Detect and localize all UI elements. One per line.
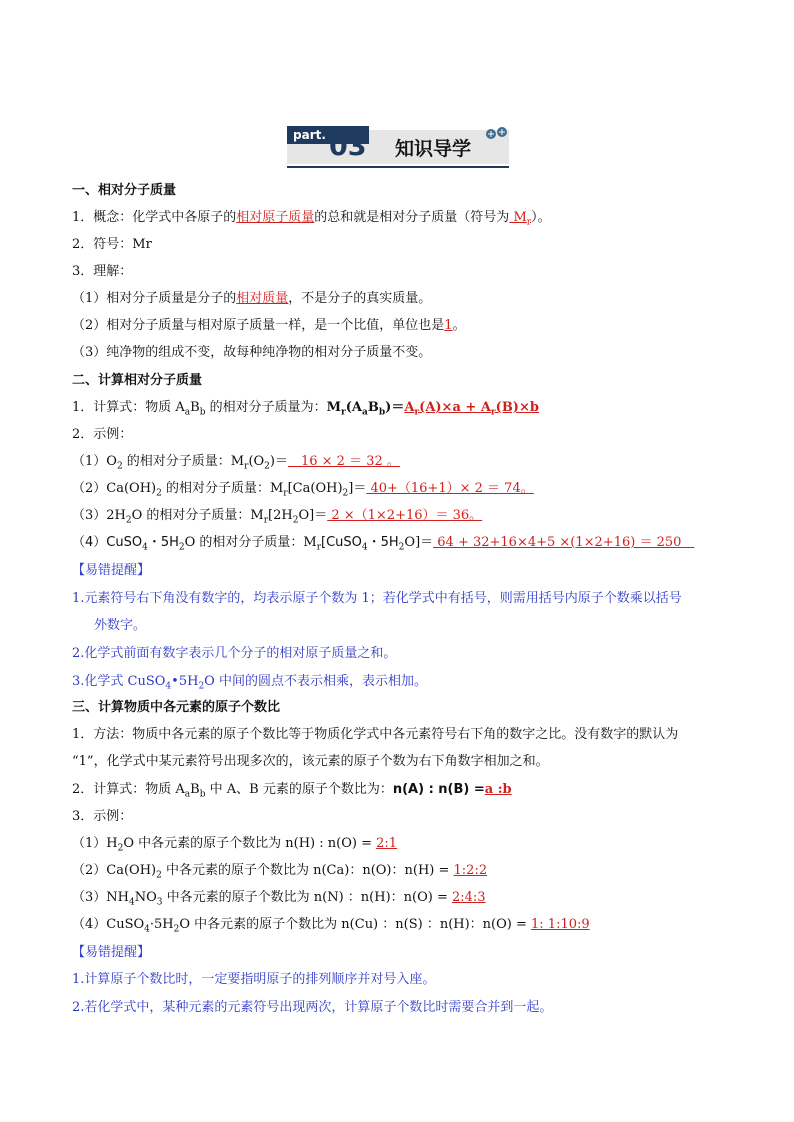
concept-line (72, 209, 551, 227)
example-1: $(1)O_2$ 的相对分子质量：$M_r(O_2)=$ 16 × 2 ＝ 32 。 (72, 454, 400, 472)
formula-line: 1．计算式：物质 $A_aB_b$ 的相对分子质量为：$M_r(A_aB_b)=A_r(A)\times a + A_r(B)\times b$ (72, 400, 539, 418)
example-2-answer: 40+（16+1）× 2 ＝ 74。 (366, 481, 534, 496)
ratio-example-3: $(3)NH_4NO_3$ 中各元素的原子个数比为 n(N) ：n(H)：n(O) = 2:4:3 (72, 890, 486, 908)
banner-underline (287, 166, 509, 168)
tip-heading-1: 【易错提醒】 (72, 563, 151, 578)
banner-title: 知识导学 (395, 138, 472, 160)
understand-item-3: （3）纯净物的组成不变，故每种纯净物的相对分子质量不变。 (72, 345, 432, 360)
concept-text-3: ）。 (531, 210, 551, 225)
tip-3: 3.化学式 $CuSO_4•5H_2O$ 中间的圆点不表示相乘，表示相加。 (72, 674, 427, 692)
ratio-formula-answer: a :b (484, 782, 512, 797)
tip-2: 2.化学式前面有数字表示几个分子的相对原子质量之和。 (72, 646, 397, 661)
tip-1: 1.元素符号右下角没有数字的，均表示原子个数为 1；若化学式中有括号，则需用括号内原子个数乘以括号 (72, 591, 682, 606)
understand-line: 3．理解： (72, 264, 133, 279)
relative-mass-answer: 相对质量 (236, 291, 289, 306)
example-4: （4）CuSO$_4$・$5H_2O$ 的相对分子质量：$M_r[CuSO_4$・$5H_2O]= 64 + 32+16\times 4+5 \times(1\times 2+16) = 250$ (72, 535, 695, 553)
ratio-tip-1: 1.计算原子个数比时，一定要指明原子的排列顺序并对号入座。 (72, 972, 436, 987)
ratio-formula-line: 2．计算式：物质 $A_aB_b$ 中 A、B 元素的原子个数比为：n(A) : n(B) =a :b (72, 782, 512, 800)
understand-item-2: （2）相对分子质量与相对原子质量一样，是一个比值，单位也是1。 (72, 318, 466, 333)
symbol-answer: $M_r$ (509, 210, 532, 228)
section-3-heading: 三、计算物质中各元素的原子个数比 (72, 700, 281, 715)
method-line-continued: “1”，化学式中某元素符号出现多次的，该元素的原子个数为右下角数字相加之和。 (72, 754, 549, 769)
concept-answer: 相对原子质量 (236, 210, 315, 225)
tip-1-continued: 外数字。 (94, 618, 147, 633)
ratio-tip-2: 2.若化学式中，某种元素的元素符号出现两次，计算原子个数比时需要合并到一起。 (72, 1000, 553, 1015)
ratio-example-label: 3．示例： (72, 809, 133, 824)
ratio-example-4: $(4)CuSO_4\cdot 5H_2O$ 中各元素的原子个数比为 n(Cu) ：n(S) ：n(H)：n(O) = 1: 1:10:9 (72, 917, 590, 935)
ratio-example-2: $(2)Ca(OH)_2$ 中各元素的原子个数比为 n(Ca)：n(O)：n(H) = 1:2:2 (72, 863, 488, 881)
example-1-answer: 16 × 2 ＝ 32 。 (287, 454, 400, 469)
tip-heading-2: 【易错提醒】 (72, 945, 151, 960)
ratio-example-3-answer: 2:4:3 (451, 890, 486, 905)
section-2-heading: 二、计算相对分子质量 (72, 373, 203, 388)
ratio-example-1-answer: 2:1 (376, 836, 398, 851)
understand-item-1: （1）相对分子质量是分子的相对质量，不是分子的真实质量。 (72, 291, 432, 306)
banner-number: 03 (329, 131, 367, 162)
ratio-example-4-answer: 1: 1:10:9 (531, 917, 590, 932)
example-3-answer: 2 ×（1×2+16）＝ 36。 (327, 508, 483, 523)
method-line: 1．方法：物质中各元素的原子个数比等于物质化学式中各元素符号右下角的数字之比。没有数字的默认为 (72, 727, 679, 742)
ratio-example-2-answer: 1:2:2 (453, 863, 488, 878)
banner-tag: part. (287, 126, 369, 144)
example-3: $(3)2H_2O$ 的相对分子质量：$M_r[2H_2O]= 2 \times(1\times 2+16)= 36$。 (72, 508, 483, 526)
example-2: $(2)Ca(OH)_2$ 的相对分子质量：$M_r[Ca(OH)_2]= 40+(16+1)\times 2 = 74$。 (72, 481, 534, 499)
section-banner (287, 126, 509, 170)
example-4-answer: 64 + 32+16×4+5 ×(1×2+16) ＝ 250 (433, 535, 695, 550)
section-1-heading: 一、相对分子质量 (72, 183, 177, 198)
formula-answer: $A_r(A)\times a + A_r(B)\times b$ (404, 400, 539, 418)
example-label: 2．示例： (72, 427, 133, 442)
leaf-decoration-icon (485, 126, 509, 142)
concept-text-2: 的总和就是相对分子质量（符号为 (314, 210, 510, 225)
symbol-line: 2．符号：Mr (72, 237, 152, 252)
unit-answer: 1 (444, 318, 453, 333)
concept-text: 1．概念：化学式中各原子的 (72, 210, 237, 225)
ratio-example-1: $(1)H_2O$ 中各元素的原子个数比为 n(H) : n(O) = 2:1 (72, 836, 398, 854)
